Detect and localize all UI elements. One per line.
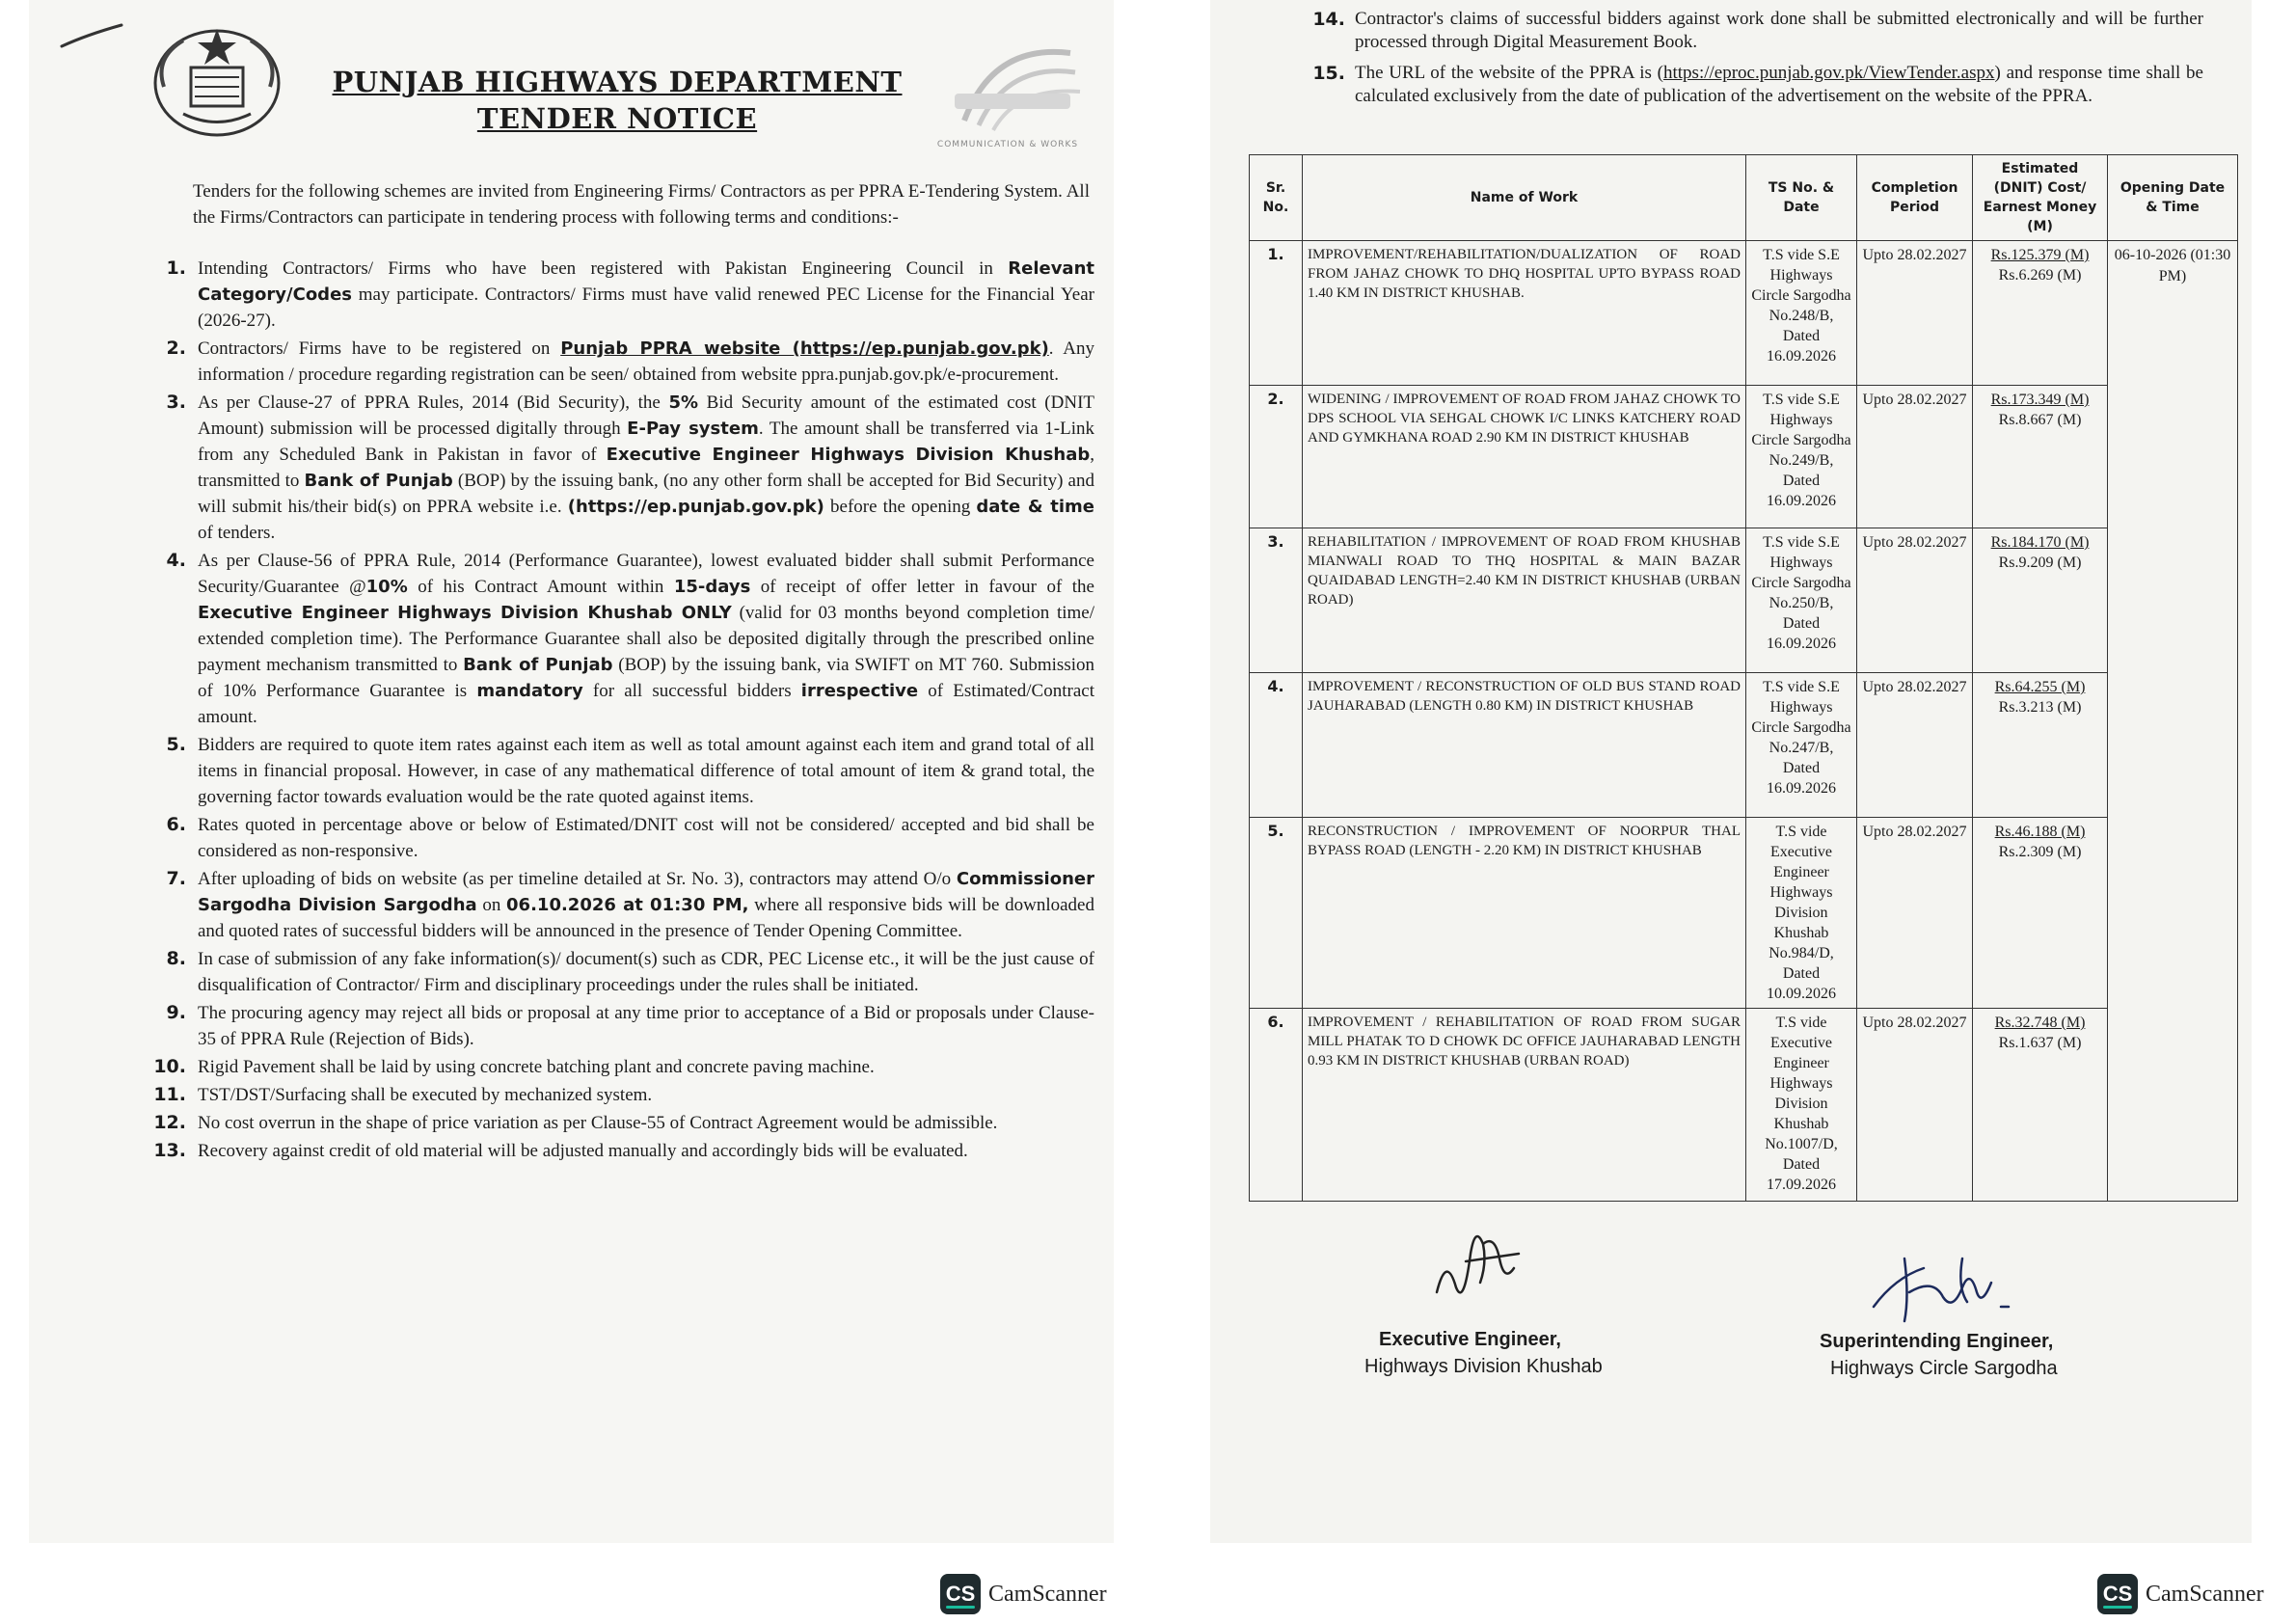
- page-left: [29, 0, 1114, 1543]
- term-2: [140, 336, 1094, 388]
- term-5: [140, 732, 1094, 810]
- cost-cell: [1973, 241, 2108, 386]
- period-cell: Upto 28.02.2027: [1857, 386, 1973, 528]
- term-number: 15.: [1312, 63, 1345, 84]
- cost-cell: [1973, 673, 2108, 818]
- term-text: As per Clause-27 of PPRA Rules, 2014 (Bid Security), the 5% Bid Security amount of the estimated cost (DNIT Amount) submission will be processed digitally through E-Pay system. The amount shall be transferred via 1-Link from any Scheduled Bank in Pakistan in favor of Executive Engineer Highways Division Khushab, transmitted to Bank of Punjab (BOP) by the issuing bank, (no any other form shall be accepted for Bid Security) and will submit his/their bid(s) on PPRA website i.e. (https://ep.punjab.gov.pk) before the opening date & time of tenders.: [198, 392, 1095, 543]
- term-text: Intending Contractors/ Firms who have been registered with Pakistan Engineering Council in Relevant Category/Codes may participate. Contractors/ Firms must have valid renewed PEC License for the Financial Year (2026-27).: [198, 258, 1094, 331]
- term-text: As per Clause-56 of PPRA Rule, 2014 (Performance Guarantee), lowest evaluated bidder shall submit Performance Security/Guarantee @10% of his Contract Amount within 15-days of receipt of offer letter in favour of the Executive Engineer Highways Division Khushab ONLY (valid for 03 months beyond completion time/ extended completion time). The Performance Guarantee shall also be deposited digitally through the prescribed online payment mechanism transmitted to Bank of Punjab (BOP) by the issuing bank, via SWIFT on MT 760. Submission of 10% Performance Guarantee is mandatory for all successful bidders irrespective of Estimated/Contract amount.: [198, 551, 1095, 727]
- sr-cell: 5.: [1250, 818, 1303, 1009]
- term-text: In case of submission of any fake information(s)/ document(s) such as CDR, PEC License etc., it will be the just cause of disqualification of Contractor/ Firm and disciplinary proceedings under the rules shall be initiated.: [198, 949, 1094, 995]
- term-text: Recovery against credit of old material will be adjusted manually and accordingly bids will be evaluated.: [198, 1141, 968, 1161]
- camscanner-label: CamScanner: [988, 1581, 1107, 1607]
- earnest-money: Rs.1.637 (M): [1998, 1035, 2082, 1051]
- cost-cell: [1973, 818, 2108, 1009]
- table-row: [1250, 386, 2238, 528]
- earnest-money: Rs.9.209 (M): [1998, 555, 2082, 571]
- term-number: 8.: [166, 948, 186, 969]
- eproc-url-link[interactable]: https://eproc.punjab.gov.pk/ViewTender.aspx: [1663, 63, 1995, 83]
- term-number: 1.: [166, 257, 186, 279]
- column-header: Estimated (DNIT) Cost/ Earnest Money (M): [1973, 155, 2108, 241]
- term-text: Rates quoted in percentage above or below of Estimated/DNIT cost will not be considered/ accepted and bid shall be considered as non-responsive.: [198, 815, 1094, 861]
- term-number: 7.: [166, 868, 186, 889]
- period-cell: Upto 28.02.2027: [1857, 241, 1973, 386]
- term-number: 3.: [166, 392, 186, 413]
- sr-cell: 1.: [1250, 241, 1303, 386]
- sr-cell: 6.: [1250, 1009, 1303, 1202]
- term-number: 9.: [166, 1002, 186, 1023]
- pen-stroke-mark: [58, 21, 125, 54]
- estimated-cost: Rs.184.170 (M): [1990, 534, 2090, 551]
- term-8: [140, 946, 1094, 998]
- period-cell: Upto 28.02.2027: [1857, 528, 1973, 673]
- term-text: After uploading of bids on website (as per timeline detailed at Sr. No. 3), contractors may attend O/o Commissioner Sargodha Division Sargodha on 06.10.2026 at 01:30 PM, where all responsive bids will be downloaded and quoted rates of successful bidders will be announced in the presence of Tender Opening Committee.: [198, 869, 1094, 941]
- cost-cell: [1973, 528, 2108, 673]
- term-text: The procuring agency may reject all bids or proposal at any time prior to acceptance of a Bid or proposals under Clause-35 of PPRA Rule (Rejection of Bids).: [198, 1003, 1094, 1049]
- term-text: Contractors/ Firms have to be registered on Punjab PPRA website (https://ep.punjab.gov.pk). Any information / procedure regarding registration can be seen/ obtained from website ppra.punjab.gov.pk/e-procurement.: [198, 338, 1094, 385]
- estimated-cost: Rs.46.188 (M): [1994, 824, 2086, 840]
- term-number: 13.: [153, 1140, 186, 1161]
- term-12: [140, 1110, 1094, 1136]
- works-table: [1249, 154, 2238, 1202]
- ts-cell: T.S vide Executive Engineer Highways Division Khushab No.984/D, Dated 10.09.2026: [1746, 818, 1857, 1009]
- work-name-cell: IMPROVEMENT/REHABILITATION/DUALIZATION OF ROAD FROM JAHAZ CHOWK TO DHQ HOSPITAL UPTO BYPASS ROAD 1.40 KM IN DISTRICT KHUSHAB.: [1303, 241, 1746, 386]
- term-text: Contractor's claims of successful bidders against work done shall be submitted electronically and will be further processed through Digital Measurement Book.: [1355, 9, 2203, 52]
- intro-paragraph: Tenders for the following schemes are invited from Engineering Firms/ Contractors as per PPRA E-Tendering System. All the Firms/Contractors can participate in tendering process with following terms and conditions:-: [193, 181, 1090, 228]
- table-row: [1250, 673, 2238, 818]
- superintending-engineer-signature: [1866, 1239, 2020, 1326]
- work-name-cell: IMPROVEMENT / REHABILITATION OF ROAD FROM SUGAR MILL PHATAK TO D CHOWK DC OFFICE JAUHARABAD LENGTH 0.93 KM IN DISTRICT KHUSHAB (URBAN ROAD): [1303, 1009, 1746, 1202]
- term-6: [140, 812, 1094, 864]
- work-name-cell: WIDENING / IMPROVEMENT OF ROAD FROM JAHAZ CHOWK TO DPS SCHOOL VIA SEHGAL CHOWK I/C LINKS KATCHERY ROAD AND GYMKHANA ROAD 2.90 KM IN DISTRICT KHUSHAB: [1303, 386, 1746, 528]
- executive-engineer-office: Highways Division Khushab: [1364, 1356, 1603, 1377]
- earnest-money: Rs.8.667 (M): [1998, 412, 2082, 428]
- work-name-cell: IMPROVEMENT / RECONSTRUCTION OF OLD BUS STAND ROAD JAUHARABAD (LENGTH 0.80 KM) IN DISTRICT KHUSHAB: [1303, 673, 1746, 818]
- communication-works-caption: COMMUNICATION & WORKS: [936, 140, 1079, 149]
- term-number: 5.: [166, 734, 186, 755]
- sr-cell: 2.: [1250, 386, 1303, 528]
- earnest-money: Rs.3.213 (M): [1998, 699, 2082, 716]
- period-cell: Upto 28.02.2027: [1857, 818, 1973, 1009]
- term-number: 6.: [166, 814, 186, 835]
- sr-cell: 3.: [1250, 528, 1303, 673]
- table-row: [1250, 818, 2238, 1009]
- estimated-cost: Rs.173.349 (M): [1990, 392, 2090, 408]
- table-row: [1250, 241, 2238, 386]
- work-name-cell: RECONSTRUCTION / IMPROVEMENT OF NOORPUR THAL BYPASS ROAD (LENGTH - 2.20 KM) IN DISTRICT KHUSHAB: [1303, 818, 1746, 1009]
- ep-punjab-link[interactable]: (https://ep.punjab.gov.pk): [567, 497, 824, 517]
- superintending-engineer-office: Highways Circle Sargodha: [1830, 1358, 2058, 1379]
- period-cell: Upto 28.02.2027: [1857, 1009, 1973, 1202]
- term-4: [140, 548, 1094, 730]
- camscanner-watermark: [2097, 1574, 2264, 1614]
- term-9: [140, 1000, 1094, 1052]
- term-1: [140, 256, 1094, 334]
- notice-title: TENDER NOTICE: [476, 102, 758, 135]
- column-header: Sr. No.: [1250, 155, 1303, 241]
- term-7: [140, 866, 1094, 944]
- term-number: 10.: [153, 1056, 186, 1077]
- page-right: [1210, 0, 2252, 1543]
- term-number: 12.: [153, 1112, 186, 1133]
- column-header: Name of Work: [1303, 155, 1746, 241]
- term-number: 2.: [166, 338, 186, 359]
- estimated-cost: Rs.125.379 (M): [1990, 247, 2090, 263]
- ts-cell: T.S vide S.E Highways Circle Sargodha No.248/B, Dated 16.09.2026: [1746, 241, 1857, 386]
- superintending-engineer-title: Superintending Engineer,: [1820, 1331, 2054, 1352]
- term-text: TST/DST/Surfacing shall be executed by mechanized system.: [198, 1085, 653, 1105]
- communication-works-logo-icon: [926, 34, 1099, 149]
- camscanner-label: CamScanner: [2146, 1581, 2264, 1607]
- estimated-cost: Rs.32.748 (M): [1994, 1015, 2086, 1031]
- ts-cell: T.S vide S.E Highways Circle Sargodha No.247/B, Dated 16.09.2026: [1746, 673, 1857, 818]
- sr-cell: 4.: [1250, 673, 1303, 818]
- ts-cell: T.S vide S.E Highways Circle Sargodha No.249/B, Dated 16.09.2026: [1746, 386, 1857, 528]
- term-10: [140, 1054, 1094, 1080]
- department-title: PUNJAB HIGHWAYS DEPARTMENT: [332, 66, 903, 98]
- camscanner-logo-icon: CS: [940, 1574, 981, 1614]
- term-number: 4.: [166, 550, 186, 571]
- earnest-money: Rs.2.309 (M): [1998, 844, 2082, 860]
- term-text: Rigid Pavement shall be laid by using concrete batching plant and concrete paving machine.: [198, 1057, 875, 1077]
- term-15: [1307, 62, 2203, 108]
- camscanner-logo-icon: CS: [2097, 1574, 2138, 1614]
- term-11: [140, 1082, 1094, 1108]
- term-3: [140, 390, 1094, 546]
- term-14: [1307, 8, 2203, 54]
- column-header: TS No. & Date: [1746, 155, 1857, 241]
- column-header: Opening Date & Time: [2108, 155, 2238, 241]
- term-text: Bidders are required to quote item rates against each item as well as total amount against each item and grand total of all items in financial proposal. However, in case of any mathematical difference of total amount of item & grand total, the governing factor towards evaluation would be the rate quoted against items.: [198, 735, 1094, 807]
- work-name-cell: REHABILITATION / IMPROVEMENT OF ROAD FROM KHUSHAB MIANWALI ROAD TO THQ HOSPITAL & MAIN BAZAR QUAIDABAD LENGTH=2.40 KM IN DISTRICT KHUSHAB (URBAN ROAD): [1303, 528, 1746, 673]
- term-number: 14.: [1312, 9, 1345, 30]
- column-header: Completion Period: [1857, 155, 1973, 241]
- term-number: 11.: [153, 1084, 186, 1105]
- terms-list: [140, 256, 1094, 1166]
- ts-cell: T.S vide Executive Engineer Highways Division Khushab No.1007/D, Dated 17.09.2026: [1746, 1009, 1857, 1202]
- table-row: [1250, 1009, 2238, 1202]
- cost-cell: [1973, 1009, 2108, 1202]
- cost-cell: [1973, 386, 2108, 528]
- camscanner-watermark: [940, 1574, 1107, 1614]
- executive-engineer-signature: [1427, 1215, 1543, 1307]
- opening-date-cell: 06-10-2026 (01:30 PM): [2108, 241, 2238, 1202]
- earnest-money: Rs.6.269 (M): [1998, 267, 2082, 284]
- estimated-cost: Rs.64.255 (M): [1994, 679, 2086, 695]
- executive-engineer-title: Executive Engineer,: [1379, 1329, 1561, 1350]
- period-cell: Upto 28.02.2027: [1857, 673, 1973, 818]
- term-13: [140, 1138, 1094, 1164]
- punjab-crest-icon: [145, 19, 289, 140]
- table-header-row: [1250, 155, 2238, 241]
- ts-cell: T.S vide S.E Highways Circle Sargodha No.250/B, Dated 16.09.2026: [1746, 528, 1857, 673]
- term-text: No cost overrun in the shape of price variation as per Clause-55 of Contract Agreement would be admissible.: [198, 1113, 998, 1133]
- ppra-website-link[interactable]: Punjab PPRA website (https://ep.punjab.gov.pk): [560, 338, 1049, 359]
- term-text: The URL of the website of the PPRA is (https://eproc.punjab.gov.pk/ViewTender.aspx) and response time shall be calculated exclusively from the date of publication of the advertisement on the website of the PPRA.: [1355, 63, 2203, 106]
- table-row: [1250, 528, 2238, 673]
